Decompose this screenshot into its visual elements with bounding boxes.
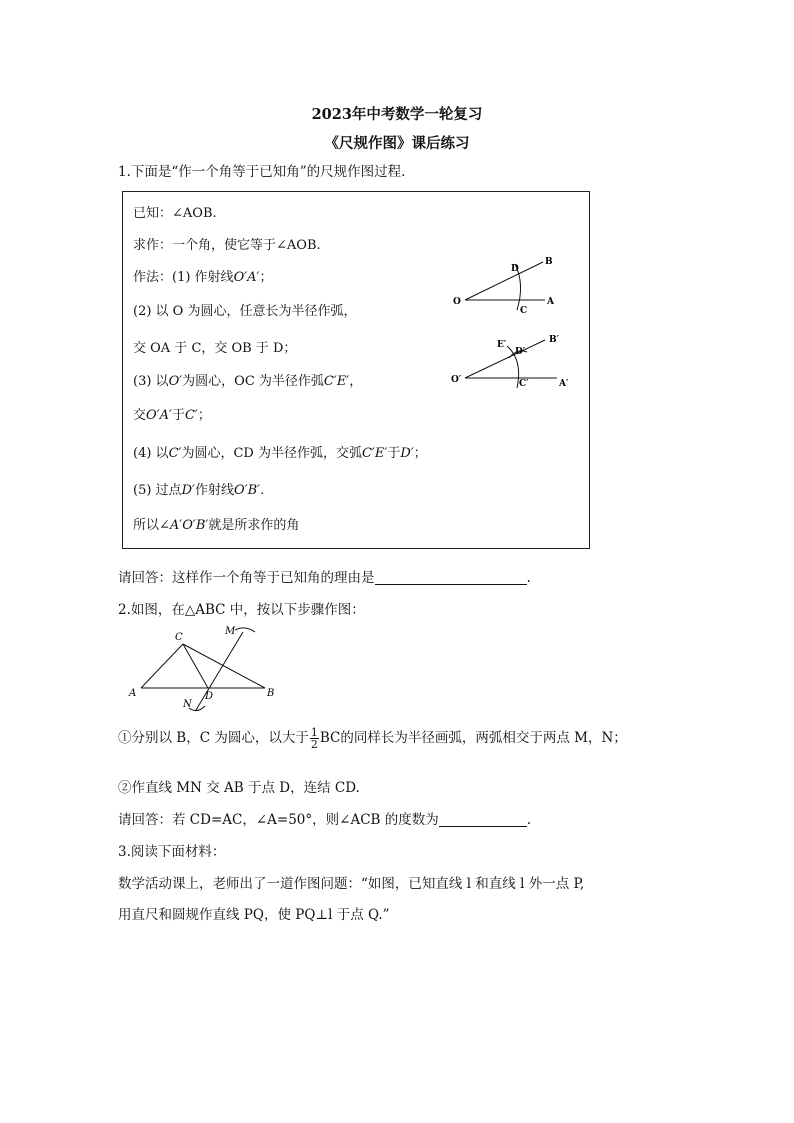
q1-step1-sym: O′A′ [233, 270, 260, 285]
label-d-prime: D′ [515, 347, 526, 357]
q1-conclusion-pre: 所以∠ [133, 518, 170, 533]
q1-step3 [133, 370, 362, 389]
q1-step4-pre: (4) 以 [133, 446, 169, 461]
one-half-fraction [310, 727, 319, 750]
q1-step5-sym2: O′B′ [233, 483, 261, 498]
label-n: N [183, 699, 192, 710]
label-b: B [545, 257, 553, 267]
angle-aob-figure [445, 252, 585, 322]
q1-known: 已知：∠AOB. [133, 206, 217, 221]
q1-construction-box [122, 191, 590, 549]
page-title: 2023年中考数学一轮复习 [311, 106, 483, 123]
q2-intro: 2.如图，在△ABC 中，按以下步骤作图： [118, 602, 365, 618]
label-b-prime: B′ [549, 335, 559, 345]
q3-line1: 数学活动课上，老师出了一道作图问题：“如图，已知直线 l 和直线 l 外一点 P, [118, 876, 585, 892]
page-subtitle: 《尺规作图》课后练习 [324, 135, 470, 152]
q1-step5-pre: (5) 过点 [133, 483, 182, 498]
q3-line2: 用直尺和圆规作直线 PQ，使 PQ⊥l 于点 Q.” [118, 907, 390, 923]
label-d: D [205, 691, 214, 702]
q1-step1-post: ； [259, 270, 273, 285]
q2-answer-end: . [526, 812, 532, 828]
q1-step4-mid2: 于 [387, 446, 401, 461]
q1-step4-sym2: C′E′ [361, 446, 388, 461]
q1-answer-prompt: 请回答：这样作一个角等于已知角的理由是 [118, 570, 375, 586]
q1-step3b-post: ； [197, 408, 211, 423]
q1-step5 [133, 479, 264, 498]
q1-answer-line [118, 566, 531, 586]
label-c-prime: C′ [519, 379, 529, 389]
label-m: M [225, 626, 236, 637]
q1-step3b-pre: 交 [133, 408, 147, 423]
q1-step3b-sym2: C′ [184, 408, 198, 423]
ray-ob [465, 262, 543, 300]
label-c: C [520, 306, 528, 316]
q1-step5-sym1: D′ [181, 483, 195, 498]
q1-step1-pre: 作法：(1) 作射线 [133, 270, 234, 285]
label-a: A [547, 297, 554, 307]
q1-conclusion-sym: A′O′B′ [169, 518, 209, 533]
q1-step3-sym1: O′ [168, 374, 183, 389]
angle-a-prime-o-prime-b-prime-figure [445, 330, 585, 394]
label-o: O [453, 297, 461, 307]
label-c: C [175, 632, 183, 643]
triangle-abc-figure [125, 622, 285, 717]
label-e-prime: E′ [497, 340, 507, 350]
q1-step4 [133, 442, 427, 461]
q1-answer-end: . [526, 570, 531, 586]
q1-step4-sym3: D′ [400, 446, 414, 461]
q1-conclusion-post: 就是所求作的角 [208, 518, 300, 533]
q1-step3b [133, 404, 211, 423]
arc-m [235, 628, 255, 632]
q2-step1-pre: ①分别以 B，C 为圆心，以大于 [118, 730, 309, 746]
q2-answer-line [118, 808, 531, 828]
q2-step1 [118, 726, 627, 750]
q1-step2b: 交 OA 于 C，交 OB 于 D； [133, 341, 297, 356]
q1-step3-post: ， [349, 374, 363, 389]
q1-step3b-mid: 于 [171, 408, 185, 423]
label-a: A [129, 688, 137, 699]
segment-ac [141, 644, 183, 688]
q1-step5-mid: 作射线 [194, 483, 234, 498]
label-a-prime: A′ [559, 379, 569, 389]
q1-answer-blank[interactable] [375, 570, 527, 585]
frac-numerator: 1 [310, 726, 318, 739]
frac-denominator: 2 [310, 738, 318, 751]
label-b: B [267, 688, 275, 699]
q1-conclusion [133, 514, 299, 533]
q2-step2: ②作直线 MN 交 AB 于点 D，连结 CD. [118, 780, 360, 796]
label-d: D [511, 264, 519, 274]
q2-answer-blank[interactable] [439, 812, 527, 827]
q1-step3b-sym1: O′A′ [146, 408, 172, 423]
label-o-prime: O′ [451, 375, 462, 385]
q2-step1-post: BC的同样长为半径画弧，两弧相交于两点 M，N； [319, 730, 627, 746]
q1-intro: 1.下面是“作一个角等于已知角”的尺规作图过程. [118, 164, 406, 180]
q1-step5-post: . [260, 483, 265, 498]
q1-step3-sym2: C′E′ [323, 374, 350, 389]
q1-step3-mid: 为圆心，OC 为半径作弧 [182, 374, 324, 389]
q1-step4-post: ； [413, 446, 427, 461]
q1-find: 求作：一个角，使它等于∠AOB. [133, 238, 321, 253]
q1-step1 [133, 266, 273, 285]
q1-step4-sym1: C′ [168, 446, 182, 461]
q3-intro: 3.阅读下面材料： [118, 844, 226, 860]
q1-step3-pre: (3) 以 [133, 374, 169, 389]
q1-step4-mid: 为圆心，CD 为半径作弧，交弧 [181, 446, 362, 461]
q2-answer-prompt: 请回答：若 CD=AC，∠A=50°，则∠ACB 的度数为 [118, 812, 439, 828]
line-mn [196, 632, 243, 710]
q1-step2a: (2) 以 O 为圆心，任意长为半径作弧， [133, 304, 357, 319]
